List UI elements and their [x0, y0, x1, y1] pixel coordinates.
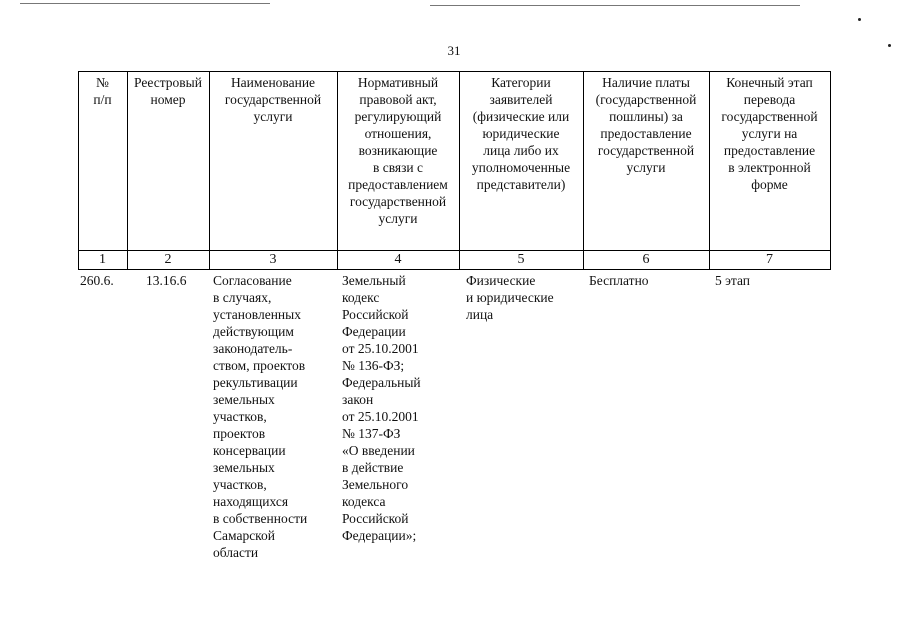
row-legal-act: Земельный кодекс Российской Федерации от 25.10.2001 № 136-ФЗ; Федеральный закон от 25.10.2001 № 137-ФЗ «О введении в действие Земельного кодекса Российской Федерации»;	[342, 273, 421, 543]
row-final-stage: 5 этап	[715, 273, 751, 288]
header-cell-legal-act: Нормативный правовой акт, регулирующий отношения, возникающие в связи с предоставлением государственной услуги	[348, 75, 448, 226]
table-border-top	[78, 71, 831, 72]
header-cell-fee: Наличие платы (государственной пошлины) за предоставление государственной услуги	[595, 75, 697, 175]
header-cell-registry-number: Реестровый номер	[134, 75, 202, 107]
header-cell-no: № п/п	[93, 75, 112, 107]
row-applicants: Физические и юридические лица	[466, 273, 554, 322]
column-number: 1	[99, 252, 106, 267]
header-cell-applicants: Категории заявителей (физические или юридические лица либо их уполномоченные представители)	[471, 75, 571, 192]
row-registry-number: 13.16.6	[146, 273, 187, 288]
row-service-name: Согласование в случаях, установленных действующим законодатель- ством, проектов рекультивации земельных участков, проектов консервации земельных участков, находящихся в собственности Самарской области	[213, 273, 308, 560]
column-number: 6	[642, 252, 650, 267]
scan-edge-line	[20, 3, 270, 4]
column-number: 7	[766, 252, 773, 267]
scan-edge-line	[430, 5, 800, 6]
page-number: 31	[447, 43, 461, 58]
header-cell-final-stage: Конечный этап перевода государственной услуги на предоставление в электронной форме	[721, 75, 818, 192]
table-numbers-divider	[78, 269, 831, 270]
scan-speck	[888, 44, 891, 47]
scan-speck	[858, 18, 861, 21]
column-number: 2	[164, 252, 172, 267]
column-number: 3	[269, 252, 277, 267]
table-column-border	[830, 71, 831, 270]
row-number: 260.6.	[80, 273, 114, 288]
column-number: 5	[517, 252, 525, 267]
row-fee: Бесплатно	[589, 273, 649, 288]
header-cell-service-name: Наименование государственной услуги	[224, 75, 322, 124]
column-number: 4	[394, 252, 402, 267]
